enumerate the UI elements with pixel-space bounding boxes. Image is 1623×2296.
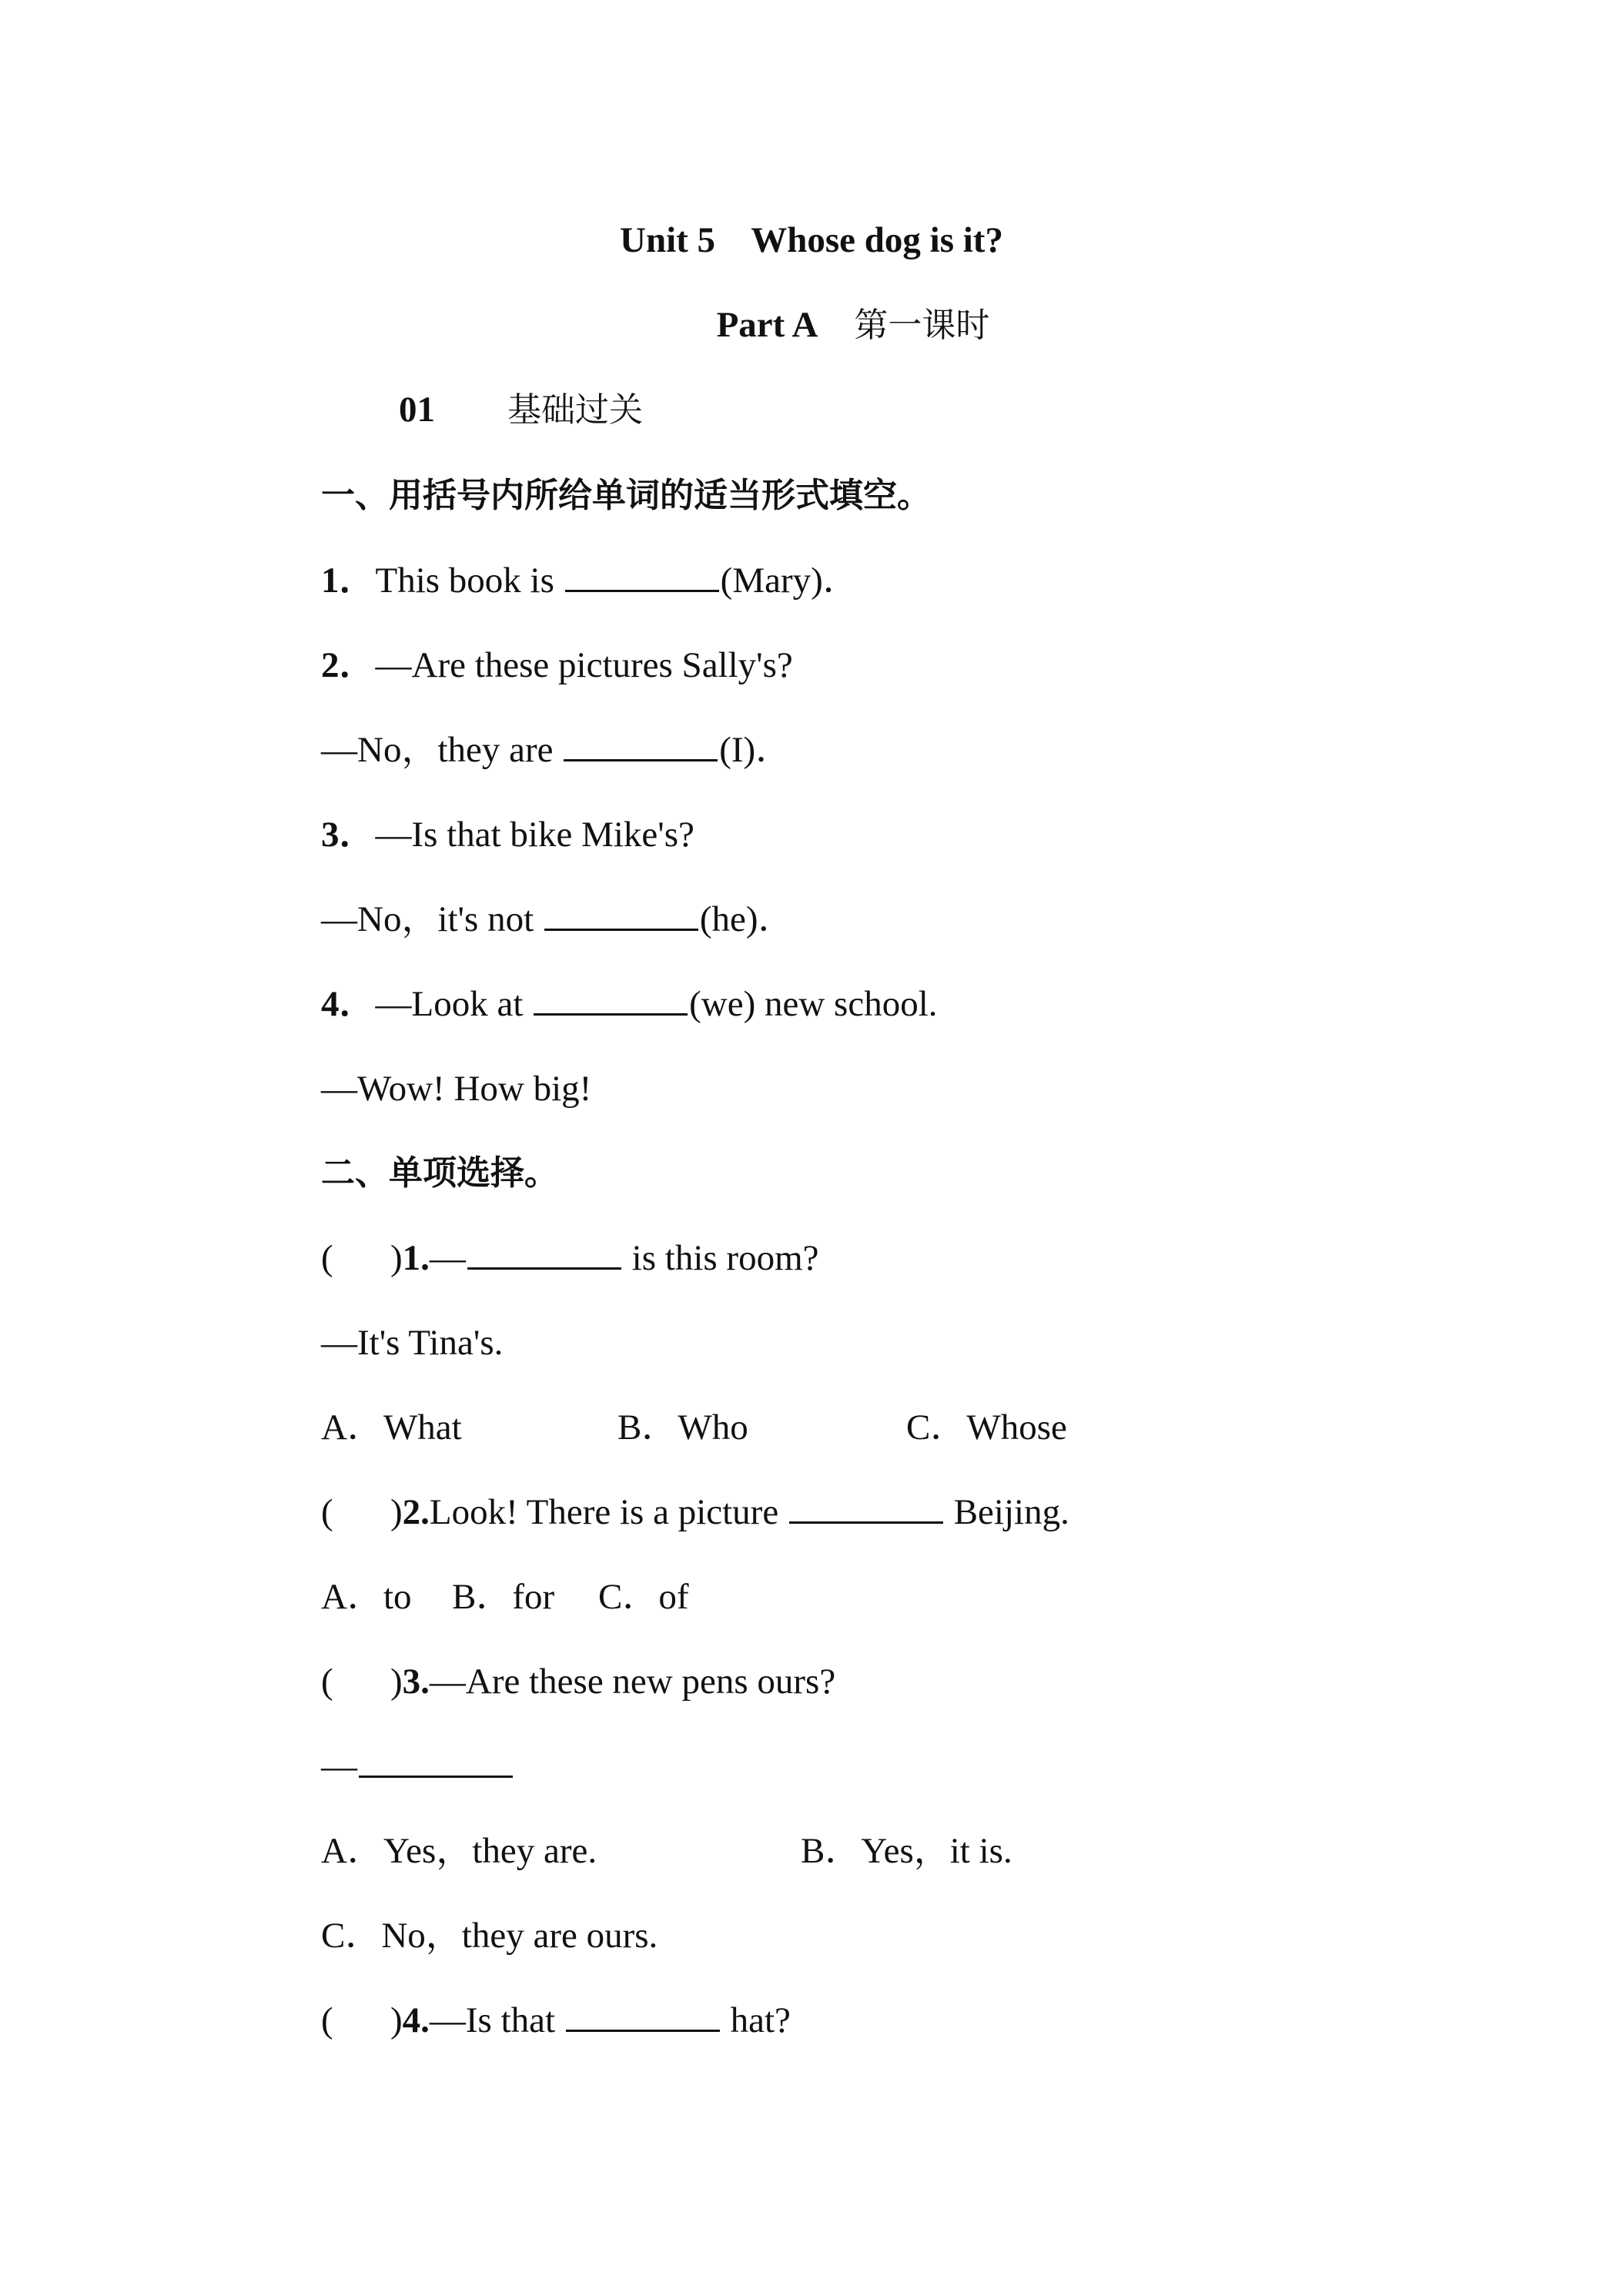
page-title	[0, 217, 1623, 263]
mc-question-1-options	[321, 1404, 1067, 1451]
paren-close: )	[390, 1662, 403, 1702]
question-text: —Are these pictures Sally's?	[375, 645, 793, 685]
answer-blank[interactable]	[565, 561, 719, 592]
option-a[interactable]: A．Yes，they are.	[321, 1831, 597, 1871]
reply-text: —No，they are	[321, 730, 563, 770]
question-text: —Look at	[375, 984, 533, 1024]
paren-close: )	[390, 1238, 403, 1278]
option-b[interactable]: B．Who	[617, 1407, 748, 1448]
mc-question-4	[321, 1997, 791, 2043]
mc-question-2-options	[321, 1574, 689, 1620]
answer-blank[interactable]	[544, 899, 698, 931]
answer-blank[interactable]	[467, 1238, 621, 1270]
question-hint: (we) new school.	[689, 984, 938, 1024]
section-label	[399, 387, 643, 433]
question-number: 2.	[402, 1492, 430, 1532]
part2-heading: 二、单项选择。	[321, 1153, 558, 1193]
question-number: 3.	[402, 1662, 430, 1702]
part-label: Part A	[716, 305, 818, 345]
question-text: —Is that bike Mike's?	[375, 815, 694, 855]
mc-question-1	[321, 1235, 818, 1281]
question-hint: (he)．	[699, 899, 795, 939]
page-subtitle	[42, 302, 1623, 349]
option-b[interactable]: B．Yes，it is.	[801, 1831, 1012, 1871]
answer-blank[interactable]	[789, 1492, 943, 1524]
question-text: Look! There is a picture	[429, 1492, 788, 1532]
mc-question-3	[321, 1658, 835, 1705]
answer-paren[interactable]: (	[321, 1238, 333, 1278]
option-c[interactable]: C．Whose	[906, 1407, 1067, 1448]
part1-question-3-reply	[321, 896, 795, 942]
option-c[interactable]: C．of	[598, 1577, 689, 1617]
unit-label: Unit 5	[620, 220, 716, 260]
question-text: hat?	[721, 2000, 791, 2040]
part1-question-3	[321, 812, 694, 858]
question-number: 3．	[321, 815, 376, 855]
question-number: 1．	[321, 561, 376, 601]
reply-text: —No，it's not	[321, 899, 543, 939]
answer-blank[interactable]	[566, 2000, 720, 2032]
part1-question-1	[321, 557, 859, 604]
part1-question-4	[321, 981, 938, 1027]
question-text: —Is that	[429, 2000, 564, 2040]
question-hint: (I)．	[719, 730, 792, 770]
mc-question-3-option-c-line	[321, 1913, 658, 1959]
answer-blank[interactable]	[359, 1746, 513, 1778]
answer-blank[interactable]	[564, 730, 718, 761]
mc-question-2	[321, 1489, 1069, 1535]
answer-paren[interactable]: (	[321, 1492, 333, 1532]
question-number: 4．	[321, 984, 376, 1024]
reply-dash: —	[321, 1746, 357, 1786]
part1-question-4-reply: —Wow! How big!	[321, 1069, 592, 1109]
unit-topic: Whose dog is it?	[751, 220, 1003, 260]
mc-question-3-options	[321, 1828, 1012, 1874]
question-number: 2．	[321, 645, 376, 685]
mc-question-1-reply: —It's Tina's.	[321, 1323, 504, 1363]
paren-close: )	[390, 2000, 403, 2040]
option-c[interactable]: C．No，they are ours.	[321, 1916, 658, 1956]
answer-blank[interactable]	[534, 984, 688, 1016]
section-number: 01	[399, 390, 435, 430]
answer-paren[interactable]: (	[321, 2000, 333, 2040]
section-text: 基础过关	[507, 390, 643, 430]
option-a[interactable]: A．to	[321, 1577, 412, 1617]
question-text: —Are these new pens ours?	[429, 1662, 836, 1702]
question-number: 1.	[402, 1238, 430, 1278]
question-hint: (Mary)．	[720, 561, 859, 601]
part1-question-2	[321, 642, 793, 688]
question-text: This book is	[375, 561, 564, 601]
lesson-label: 第一课时	[854, 306, 990, 345]
part1-question-2-reply	[321, 727, 791, 773]
question-text: —	[429, 1238, 466, 1278]
answer-paren[interactable]: (	[321, 1662, 333, 1702]
part1-heading: 一、用括号内所给单词的适当形式填空。	[321, 476, 931, 515]
option-b[interactable]: B．for	[452, 1577, 555, 1617]
question-text: is this room?	[622, 1238, 819, 1278]
option-a[interactable]: A．What	[321, 1407, 462, 1448]
question-number: 4.	[402, 2000, 430, 2040]
mc-question-3-reply	[321, 1743, 514, 1789]
paren-close: )	[390, 1492, 403, 1532]
question-text: Beijing.	[944, 1492, 1069, 1532]
